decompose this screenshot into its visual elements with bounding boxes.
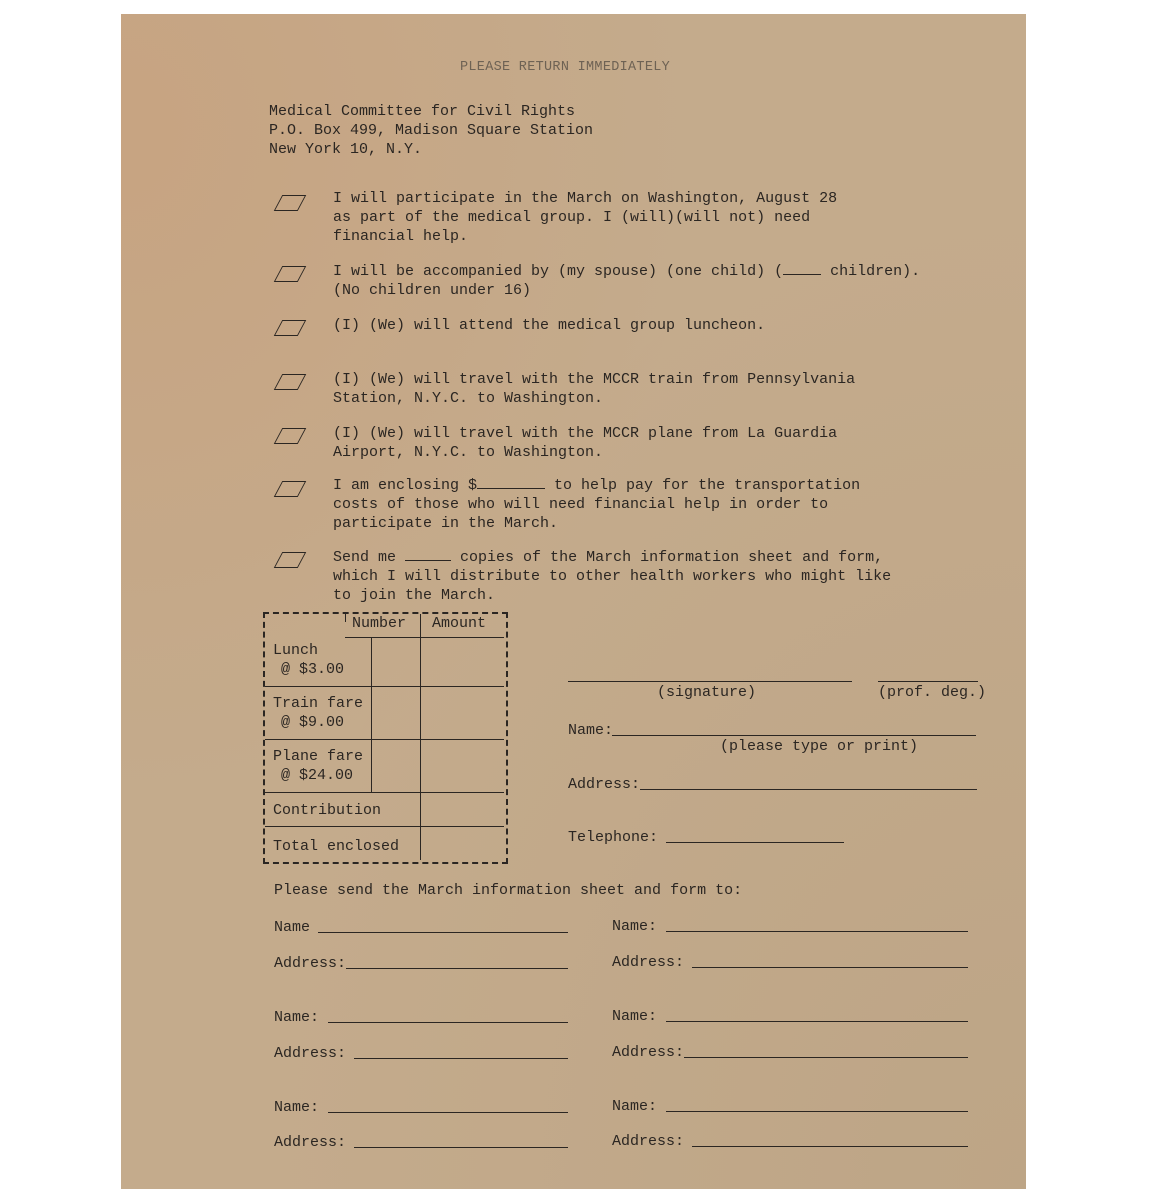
item-line: Station, N.Y.C. to Washington.: [333, 390, 604, 407]
item-train: [333, 370, 855, 408]
enclosed-amount-blank[interactable]: [477, 476, 545, 489]
item-line: to join the March.: [333, 587, 496, 604]
name-label: Name:: [612, 1098, 658, 1115]
item-enclosing: [333, 476, 860, 533]
degree-line[interactable]: [878, 681, 978, 682]
item-line: participate in the March.: [333, 515, 559, 532]
telephone-field[interactable]: [666, 842, 844, 843]
table-rule: [265, 792, 504, 793]
table-row-plane: Plane fare @ $24.00: [273, 748, 364, 784]
item-line: Airport, N.Y.C. to Washington.: [333, 444, 604, 461]
item-line: financial help.: [333, 228, 469, 245]
item-line: I will be accompanied by (my spouse) (one child) (: [333, 263, 784, 280]
item-line: children).: [830, 263, 921, 280]
table-row-total: Total enclosed: [273, 838, 400, 855]
name-label: Name: [274, 919, 311, 936]
signature-line[interactable]: [568, 681, 852, 682]
table-row-lunch: Lunch @ $3.00: [273, 642, 345, 678]
telephone-label: Telephone:: [568, 829, 659, 846]
item-line: copies of the March information sheet and form,: [460, 549, 884, 566]
table-rule: [345, 637, 504, 638]
address-line: Medical Committee for Civil Rights: [269, 103, 576, 120]
name-label: Name:: [612, 1008, 658, 1025]
name-field[interactable]: [612, 735, 976, 736]
table-rule: [345, 614, 346, 622]
table-rule: [265, 739, 504, 740]
table-header-amount: Amount: [432, 615, 487, 632]
address-field[interactable]: [354, 1058, 568, 1059]
name-label: Name:: [568, 722, 614, 739]
name-label: Name:: [612, 918, 658, 935]
copies-count-blank[interactable]: [405, 548, 451, 561]
name-label: Name:: [274, 1099, 320, 1116]
signature-label: (signature): [657, 684, 757, 701]
address-label: Address:: [612, 954, 685, 971]
item-participate: [333, 189, 837, 246]
name-field[interactable]: [666, 1111, 968, 1112]
item-line: (I) (We) will travel with the MCCR train from Pennsylvania: [333, 371, 856, 388]
address-label: Address:: [568, 776, 641, 793]
address-field[interactable]: [346, 968, 568, 969]
item-copies: [333, 548, 891, 605]
header-notice: PLEASE RETURN IMMEDIATELY: [460, 60, 671, 75]
address-field[interactable]: [354, 1147, 568, 1148]
table-rule: [371, 638, 372, 792]
item-line: (I) (We) will travel with the MCCR plane from La Guardia: [333, 425, 838, 442]
address-line: P.O. Box 499, Madison Square Station: [269, 122, 594, 139]
table-rule: [265, 826, 504, 827]
item-line: as part of the medical group. I (will)(will not) need: [333, 209, 811, 226]
table-rule: [265, 686, 504, 687]
address-field[interactable]: [692, 1146, 968, 1147]
item-line: to help pay for the transportation: [554, 477, 861, 494]
address-label: Address:: [274, 955, 347, 972]
item-line: I am enclosing $: [333, 477, 478, 494]
name-field[interactable]: [666, 931, 968, 932]
send-to-prompt: Please send the March information sheet and form to:: [274, 882, 743, 899]
address-field[interactable]: [692, 967, 968, 968]
children-count-blank[interactable]: [783, 262, 821, 275]
item-accompanied: [333, 262, 920, 300]
name-field[interactable]: [318, 932, 568, 933]
name-field[interactable]: [328, 1022, 568, 1023]
table-rule: [420, 614, 421, 860]
address-label: Address:: [612, 1133, 685, 1150]
item-line: costs of those who will need financial help in order to: [333, 496, 829, 513]
table-row-contribution: Contribution: [273, 802, 382, 819]
item-plane: [333, 424, 837, 462]
address-label: Address:: [612, 1044, 685, 1061]
item-line: I will participate in the March on Washington, August 28: [333, 190, 838, 207]
print-hint: (please type or print): [720, 738, 919, 755]
item-line: which I will distribute to other health workers who might like: [333, 568, 892, 585]
address-line: New York 10, N.Y.: [269, 141, 423, 158]
address-label: Address:: [274, 1134, 347, 1151]
item-line: Send me: [333, 549, 397, 566]
item-line: (I) (We) will attend the medical group luncheon.: [333, 317, 766, 334]
address-field[interactable]: [640, 789, 977, 790]
name-label: Name:: [274, 1009, 320, 1026]
name-field[interactable]: [666, 1021, 968, 1022]
address-field[interactable]: [684, 1057, 968, 1058]
item-line: (No children under 16): [333, 282, 532, 299]
table-row-train: Train fare @ $9.00: [273, 695, 364, 731]
degree-label: (prof. deg.): [878, 684, 987, 701]
name-field[interactable]: [328, 1112, 568, 1113]
mailing-address: [269, 102, 593, 159]
item-luncheon: [333, 316, 765, 335]
address-label: Address:: [274, 1045, 347, 1062]
table-header-number: Number: [352, 615, 407, 632]
